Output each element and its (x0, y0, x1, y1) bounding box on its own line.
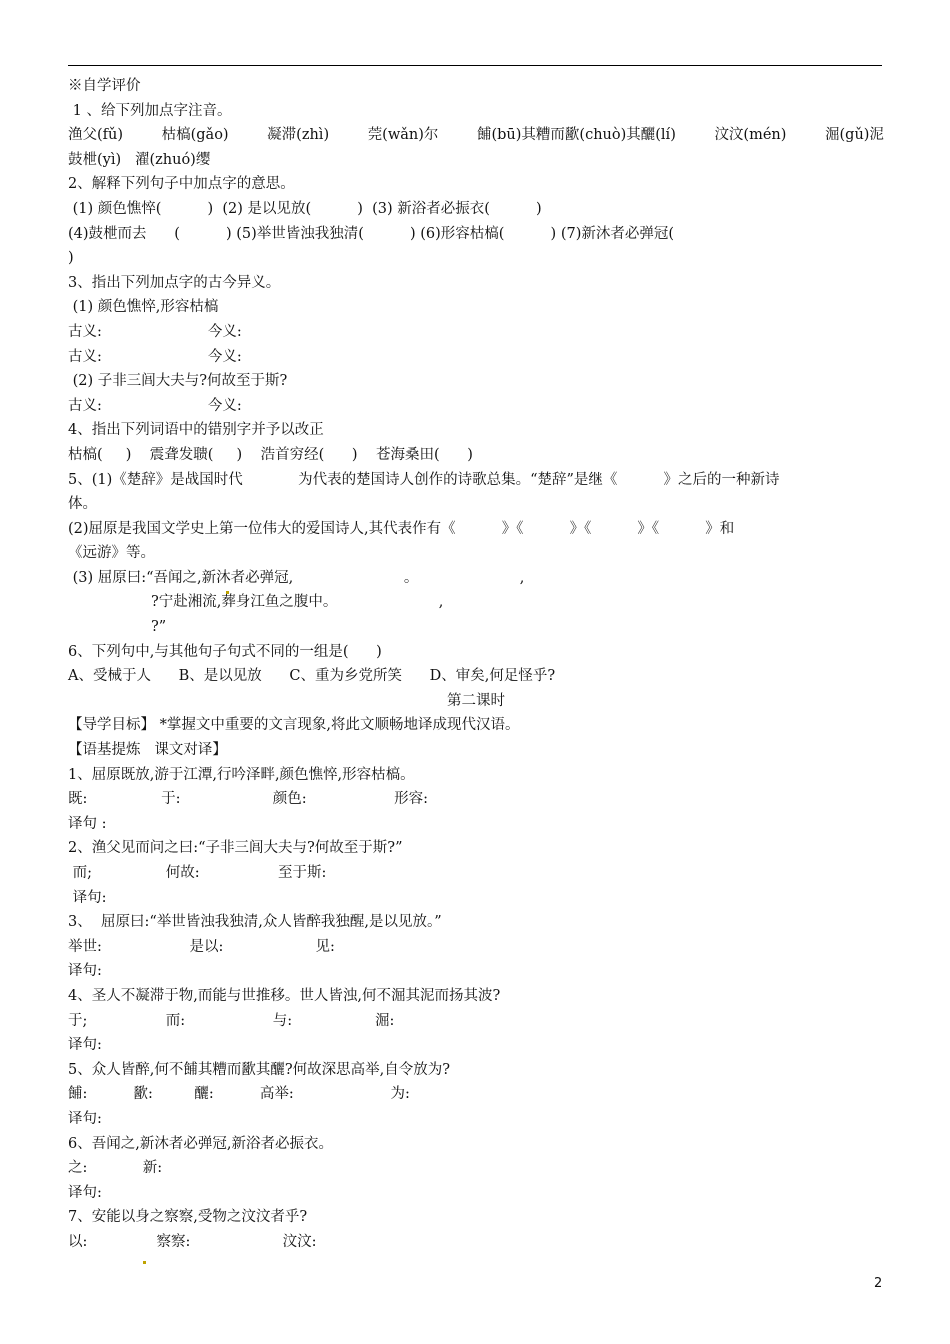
inline-item: 淈(gǔ)泥 (825, 127, 884, 144)
text-line: A、受械于人 B、是以见放 C、重为乡党所笑 D、审矣,何足怪乎? (68, 668, 556, 685)
text-line: 之: 新: (68, 1160, 163, 1177)
text-line: (3) 屈原曰:“吾闻之,新沐者必弹冠, 。 , (68, 569, 525, 586)
inline-item: 餔(bū)其糟而歠(chuò)其釃(lí) (476, 127, 676, 144)
text-line: 译句: (68, 963, 102, 980)
text-line: ?” (68, 619, 167, 636)
text-line: ) (68, 250, 74, 267)
text-line: 餔: 歠: 釃: 高举: 为: (68, 1086, 410, 1103)
text-line: 译句: (68, 1110, 102, 1127)
header-rule (68, 65, 882, 66)
text-line: 译句: (68, 889, 107, 906)
text-line: 4、圣人不凝滞于物,而能与世推移。世人皆浊,何不淈其泥而扬其波? (68, 987, 501, 1004)
text-line: 枯槁( ) 震聋发聩( ) 浩首穷经( ) 苍海桑田( ) (68, 446, 473, 463)
text-line: 鼓枻(yì) 濯(zhuó)缨 (68, 151, 211, 168)
section-heading: 第二课时 (447, 692, 505, 709)
text-line: 而; 何故: 至于斯: (68, 865, 327, 881)
text-line: 4、指出下列词语中的错别字并予以改正 (68, 422, 324, 439)
inline-item: 汶汶(mén) (714, 127, 787, 144)
text-line: (1) 颜色憔悴( ) (2) 是以见放( ) (3) 新浴者必振衣( ) (68, 200, 542, 217)
text-line: 7、安能以身之察察,受物之汶汶者乎? (68, 1209, 308, 1226)
text-line: 《远游》等。 (68, 545, 155, 562)
inline-item: 枯槁(gǎo) (161, 127, 229, 144)
text-line: 2、渔父见而问之曰:“子非三闾大夫与?何故至于斯?” (68, 840, 403, 857)
inline-item: 渔父(fǔ) (68, 127, 124, 144)
text-line: 1、屈原既放,游于江潭,行吟泽畔,颜色憔悴,形容枯槁。 (68, 766, 415, 783)
text-line: (4)鼓枻而去 ( ) (5)举世皆浊我独清( ) (6)形容枯槁( ) (7)新沐者必弹冠( (68, 225, 675, 242)
text-line: 1 、给下列加点字注音。 (68, 102, 232, 119)
text-line: 译句 : (68, 815, 107, 832)
text-line: 既: 于: 颜色: 形容: (68, 791, 429, 808)
text-line: 以: 察察: 汶汶: (68, 1233, 317, 1250)
text-line: 5、众人皆醉,何不餔其糟而歠其釃?何故深思高举,自令放为? (68, 1061, 450, 1078)
text-line: 译句: (68, 1037, 102, 1054)
text-line: (2) 子非三闾大夫与?何故至于斯? (68, 373, 288, 390)
text-line: 5、(1)《楚辞》是战国时代 为代表的楚国诗人创作的诗歌总集。“楚辞”是继《 》之后的一种新诗 (68, 471, 780, 488)
text-line: 译句: (68, 1184, 102, 1201)
text-line: 举世: 是以: 见: (68, 938, 335, 955)
text-line: 6、下列句中,与其他句子句式不同的一组是( ) (68, 643, 382, 660)
yellow-mark-dot (226, 591, 229, 594)
text-line: 古义: 今义: (68, 397, 242, 414)
text-line: ※自学评价 (68, 78, 141, 94)
document-body (68, 74, 884, 1255)
page-number: 2 (874, 1276, 883, 1291)
inline-item: 莞(wǎn)尔 (367, 127, 439, 144)
text-line: (2)屈原是我国文学史上第一位伟大的爱国诗人,其代表作有《 》《 》《 》《 》和 (68, 520, 735, 537)
text-line: (1) 颜色憔悴,形容枯槁 (68, 299, 219, 316)
text-line: 2、解释下列句子中加点字的意思。 (68, 176, 295, 193)
text-line: 古义: 今义: (68, 323, 242, 340)
text-line: 6、吾闻之,新沐者必弹冠,新浴者必振衣。 (68, 1135, 333, 1152)
text-line: 3、指出下列加点字的古今异义。 (68, 274, 281, 291)
text-line (68, 123, 884, 148)
text-line: 【导学目标】 *掌握文中重要的文言现象,将此文顺畅地译成现代汉语。 (68, 717, 520, 734)
text-line: 体。 (68, 496, 97, 513)
inline-item: 凝滞(zhì) (267, 127, 330, 144)
yellow-mark-dot (143, 1261, 146, 1264)
text-line: 【语基提炼 课文对译】 (68, 742, 227, 759)
text-line: ?宁赴湘流,葬身江鱼之腹中。 , (68, 594, 444, 611)
text-line: 3、 屈原曰:“举世皆浊我独清,众人皆醉我独醒,是以见放。” (68, 914, 442, 931)
text-line: 古义: 今义: (68, 348, 242, 365)
text-line: 于; 而: 与: 淈: (68, 1012, 395, 1029)
